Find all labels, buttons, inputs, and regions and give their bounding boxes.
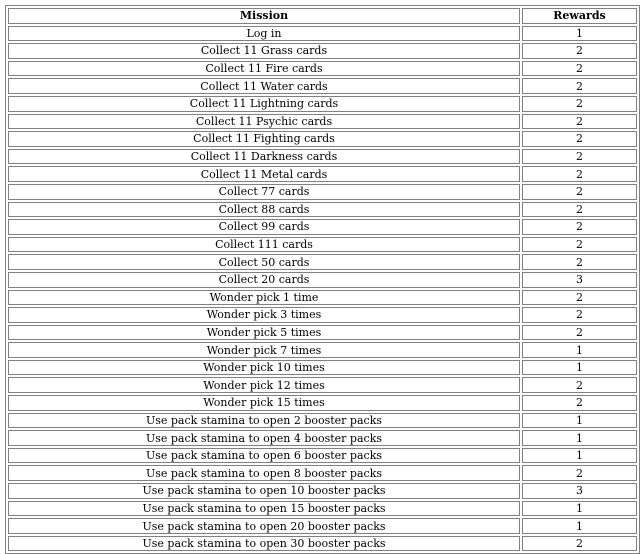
mission-cell: Collect 11 Psychic cards bbox=[8, 114, 520, 130]
mission-cell: Use pack stamina to open 10 booster packs bbox=[8, 483, 520, 499]
table-row bbox=[8, 483, 637, 499]
table-row bbox=[8, 360, 637, 376]
rewards-cell: 2 bbox=[522, 536, 637, 552]
mission-cell: Wonder pick 7 times bbox=[8, 342, 520, 358]
rewards-cell: 2 bbox=[522, 78, 637, 94]
table-row bbox=[8, 149, 637, 165]
table-row bbox=[8, 377, 637, 393]
mission-cell: Use pack stamina to open 2 booster packs bbox=[8, 413, 520, 429]
mission-cell: Collect 50 cards bbox=[8, 254, 520, 270]
rewards-cell: 1 bbox=[522, 518, 637, 534]
rewards-cell: 1 bbox=[522, 26, 637, 42]
rewards-cell: 2 bbox=[522, 465, 637, 481]
table-row bbox=[8, 166, 637, 182]
table-row bbox=[8, 184, 637, 200]
rewards-cell: 2 bbox=[522, 61, 637, 77]
mission-cell: Collect 11 Fire cards bbox=[8, 61, 520, 77]
table-row bbox=[8, 219, 637, 235]
rewards-cell: 2 bbox=[522, 131, 637, 147]
rewards-cell: 2 bbox=[522, 96, 637, 112]
rewards-cell: 2 bbox=[522, 219, 637, 235]
table-row bbox=[8, 96, 637, 112]
mission-cell: Use pack stamina to open 8 booster packs bbox=[8, 465, 520, 481]
rewards-cell: 3 bbox=[522, 483, 637, 499]
mission-cell: Collect 11 Grass cards bbox=[8, 43, 520, 59]
mission-cell: Collect 11 Metal cards bbox=[8, 166, 520, 182]
mission-cell: Collect 11 Water cards bbox=[8, 78, 520, 94]
column-header-rewards: Rewards bbox=[522, 8, 637, 24]
table-row bbox=[8, 413, 637, 429]
mission-cell: Collect 88 cards bbox=[8, 202, 520, 218]
mission-cell: Collect 11 Lightning cards bbox=[8, 96, 520, 112]
table-row bbox=[8, 131, 637, 147]
column-header-mission: Mission bbox=[8, 8, 520, 24]
rewards-cell: 1 bbox=[522, 430, 637, 446]
table-row bbox=[8, 465, 637, 481]
table-row bbox=[8, 290, 637, 306]
rewards-cell: 2 bbox=[522, 166, 637, 182]
table-row bbox=[8, 518, 637, 534]
mission-cell: Collect 111 cards bbox=[8, 237, 520, 253]
table-row bbox=[8, 114, 637, 130]
rewards-cell: 2 bbox=[522, 254, 637, 270]
table-row bbox=[8, 254, 637, 270]
table-row bbox=[8, 272, 637, 288]
table-row bbox=[8, 78, 637, 94]
table-row bbox=[8, 342, 637, 358]
mission-cell: Collect 77 cards bbox=[8, 184, 520, 200]
mission-cell: Wonder pick 10 times bbox=[8, 360, 520, 376]
table-row bbox=[8, 26, 637, 42]
rewards-cell: 2 bbox=[522, 43, 637, 59]
rewards-cell: 2 bbox=[522, 377, 637, 393]
mission-cell: Collect 11 Fighting cards bbox=[8, 131, 520, 147]
table-row bbox=[8, 43, 637, 59]
rewards-cell: 2 bbox=[522, 202, 637, 218]
missions-table bbox=[5, 5, 640, 554]
mission-cell: Wonder pick 1 time bbox=[8, 290, 520, 306]
rewards-cell: 1 bbox=[522, 413, 637, 429]
rewards-cell: 2 bbox=[522, 290, 637, 306]
mission-cell: Collect 20 cards bbox=[8, 272, 520, 288]
mission-cell: Use pack stamina to open 15 booster packs bbox=[8, 501, 520, 517]
mission-cell: Use pack stamina to open 20 booster packs bbox=[8, 518, 520, 534]
rewards-cell: 2 bbox=[522, 237, 637, 253]
mission-cell: Use pack stamina to open 6 booster packs bbox=[8, 448, 520, 464]
table-row bbox=[8, 61, 637, 77]
mission-cell: Wonder pick 12 times bbox=[8, 377, 520, 393]
rewards-cell: 2 bbox=[522, 149, 637, 165]
table-row bbox=[8, 430, 637, 446]
table-row bbox=[8, 501, 637, 517]
table-row bbox=[8, 448, 637, 464]
table-row bbox=[8, 536, 637, 552]
mission-cell: Use pack stamina to open 4 booster packs bbox=[8, 430, 520, 446]
table-row bbox=[8, 307, 637, 323]
rewards-cell: 2 bbox=[522, 325, 637, 341]
mission-cell: Collect 11 Darkness cards bbox=[8, 149, 520, 165]
rewards-cell: 1 bbox=[522, 448, 637, 464]
table-header-row bbox=[8, 8, 637, 24]
table-row bbox=[8, 395, 637, 411]
rewards-cell: 1 bbox=[522, 501, 637, 517]
rewards-cell: 2 bbox=[522, 395, 637, 411]
rewards-cell: 1 bbox=[522, 342, 637, 358]
mission-cell: Wonder pick 5 times bbox=[8, 325, 520, 341]
mission-cell: Wonder pick 3 times bbox=[8, 307, 520, 323]
mission-cell: Log in bbox=[8, 26, 520, 42]
rewards-cell: 3 bbox=[522, 272, 637, 288]
table-row bbox=[8, 237, 637, 253]
table-body bbox=[8, 26, 637, 552]
table-row bbox=[8, 325, 637, 341]
mission-cell: Use pack stamina to open 30 booster packs bbox=[8, 536, 520, 552]
mission-cell: Collect 99 cards bbox=[8, 219, 520, 235]
mission-cell: Wonder pick 15 times bbox=[8, 395, 520, 411]
rewards-cell: 2 bbox=[522, 307, 637, 323]
rewards-cell: 1 bbox=[522, 360, 637, 376]
missions-table-container bbox=[5, 5, 640, 554]
rewards-cell: 2 bbox=[522, 184, 637, 200]
rewards-cell: 2 bbox=[522, 114, 637, 130]
table-row bbox=[8, 202, 637, 218]
